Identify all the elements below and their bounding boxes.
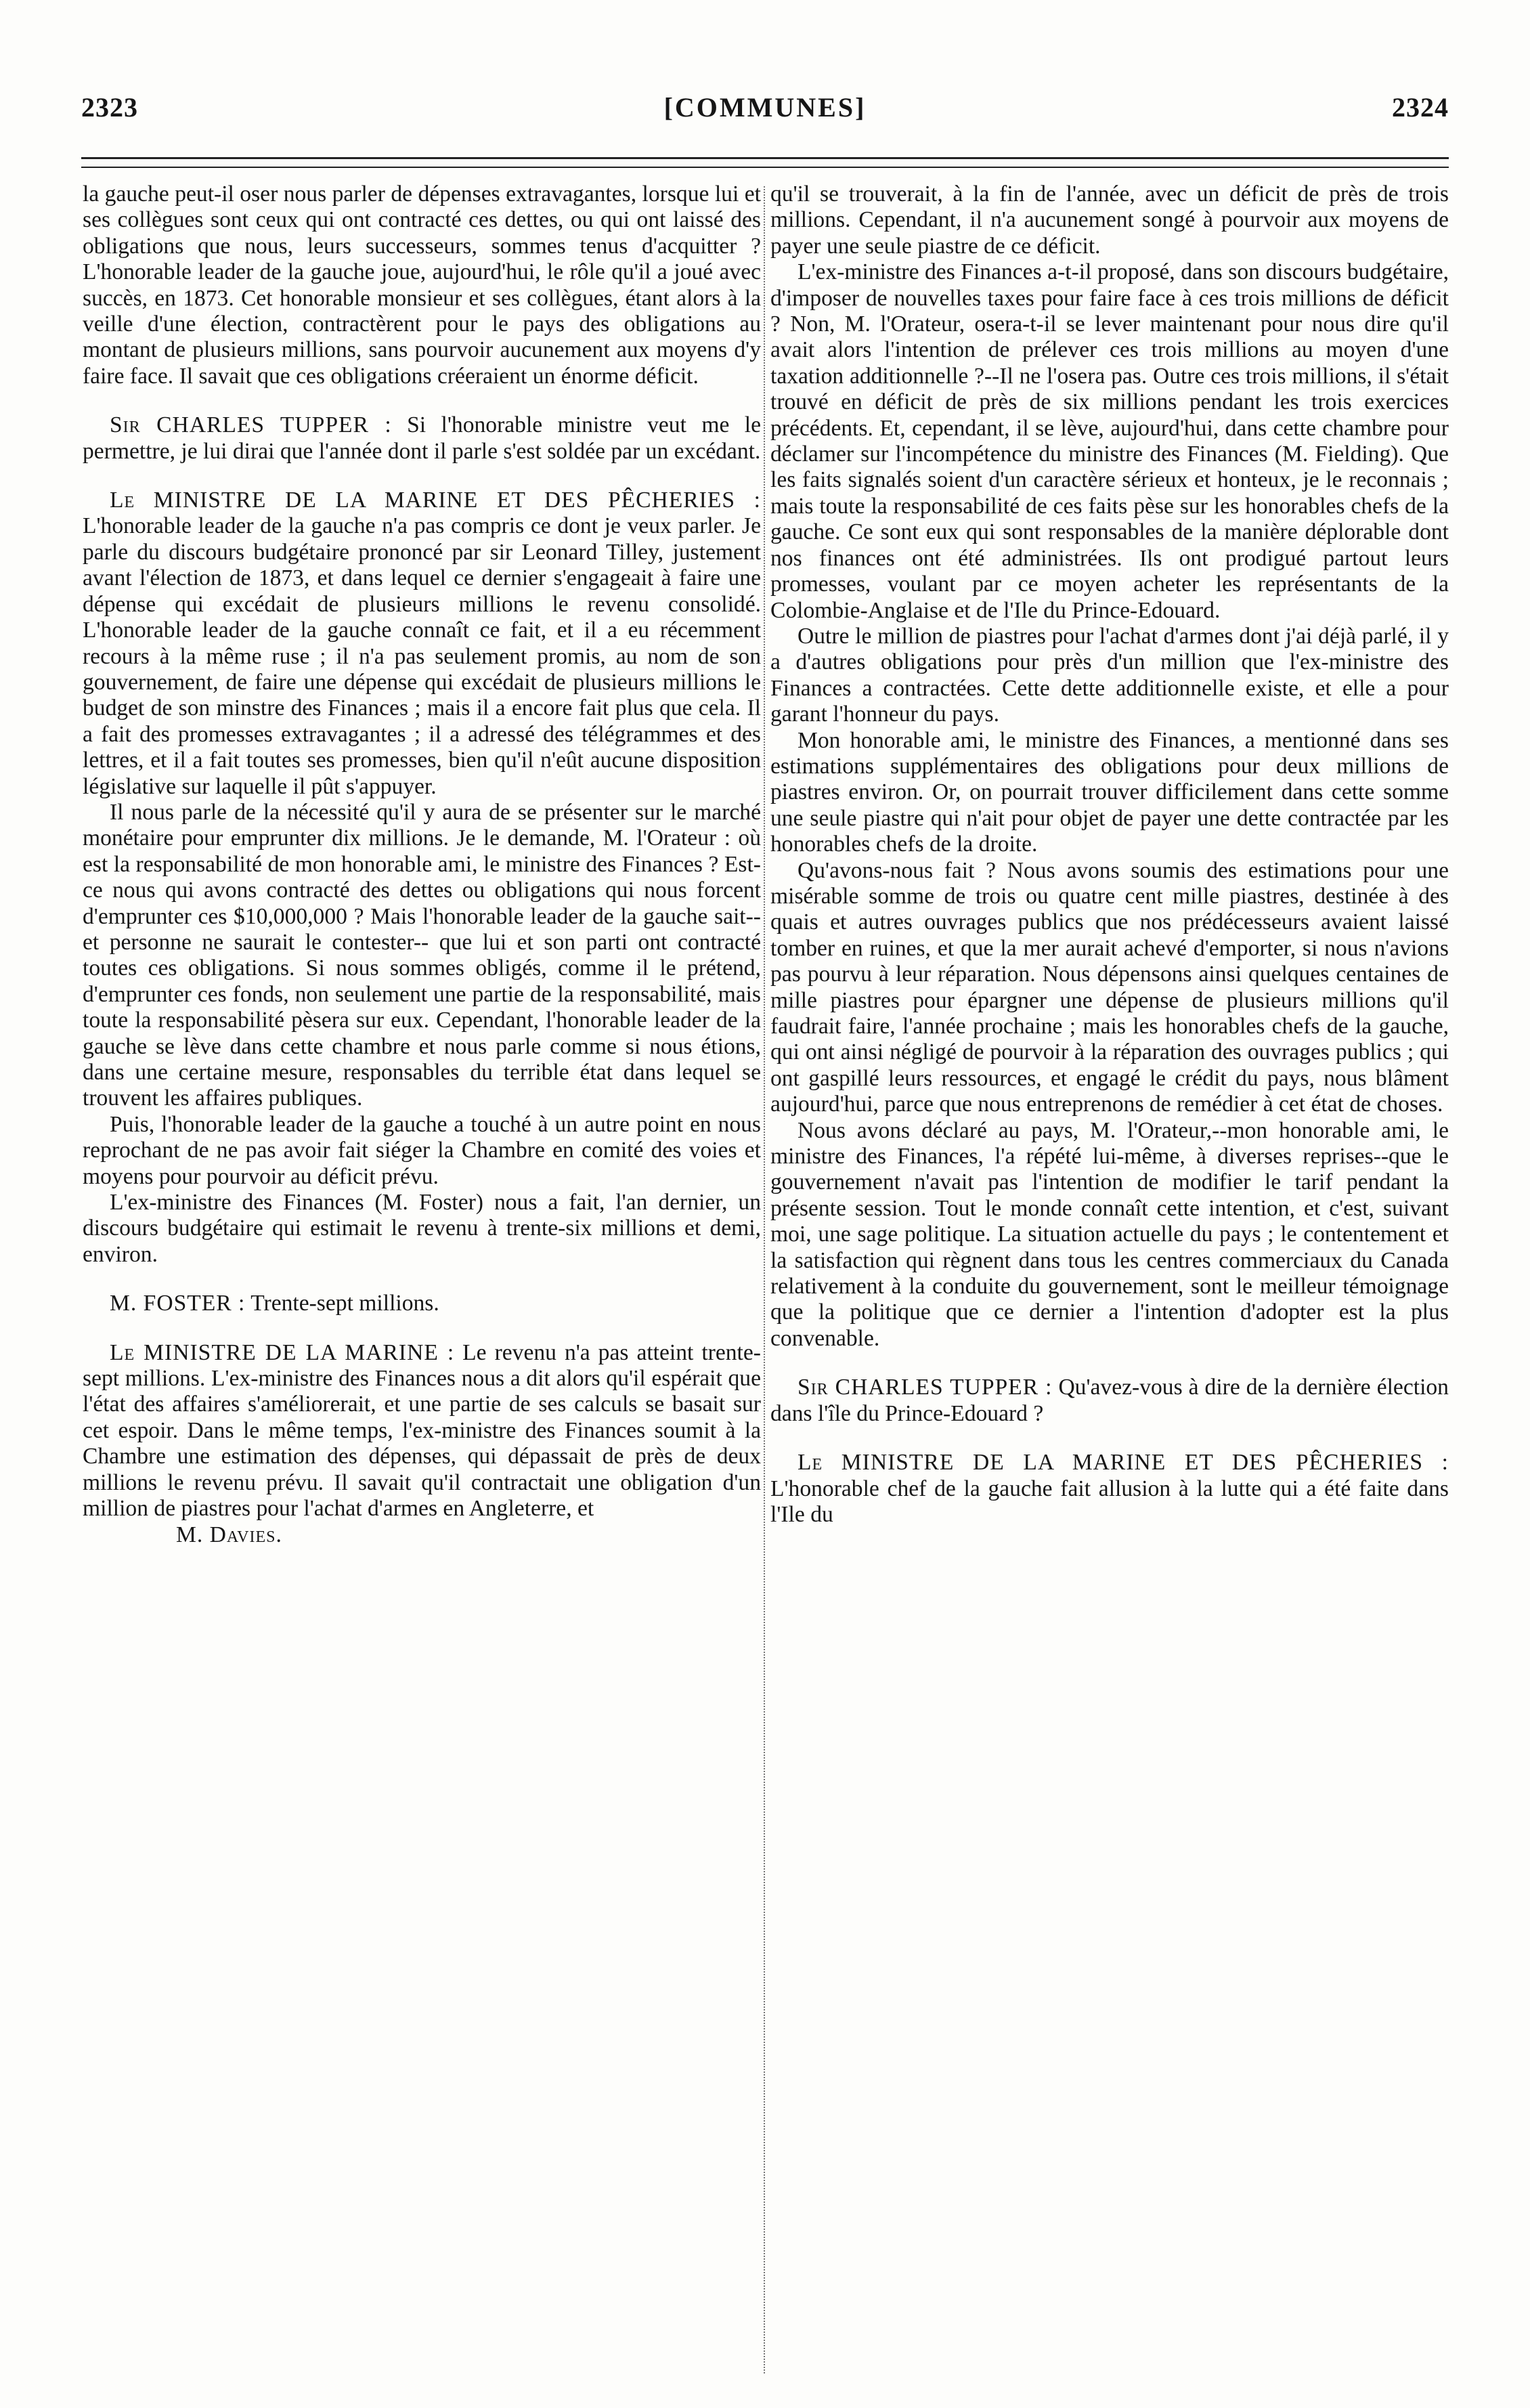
speech-text: Le revenu n'a pas atteint trente-sept millions. L'ex-ministre des Finances nous a dit alors qu'il espérait que l'état des affaires s'améliorerait, et une partie de ses calculs se basait sur cet espoir. Dans le même temps, l'ex-ministre des Finances soumit à la Chambre une estimation des dépenses, qui dépassait de près de deux millions le revenu prévu. Il savait qu'il contractait une obligation d'un million de piastres pour l'achat d'armes en Angleterre, et xyxy=(83,1339,761,1522)
paragraph: la gauche peut-il oser nous parler de dépenses extravagantes, lorsque lui et ses collègues sont ceux qui ont contracté ces dettes, ou qui ont laissé des obligations que nous, leurs successeurs, sommes tenus d'acquitter ? L'honorable leader de la gauche joue, aujourd'hui, le rôle qu'il a joué avec succès, en 1873. Cet honorable monsieur et ses collègues, étant alors à la veille d'une élection, contractèrent pour le pays des obligations au montant de plusieurs millions, sans pourvoir aucunement aux moyens d'y faire face. Il savait que ces obligations créeraient un énorme déficit. xyxy=(83,181,761,389)
speech-text: L'honorable chef de la gauche fait allusion à la lutte qui a été faite dans l'Ile du xyxy=(770,1476,1449,1527)
speaker-name: Sir CHARLES TUPPER : xyxy=(797,1375,1053,1400)
paragraph: Nous avons déclaré au pays, M. l'Orateur,--mon honorable ami, le ministre des Finances, l'a répété lui-même, à diverses reprises--que le gouvernement n'avait pas l'intention de modifier le tarif pendant la présente session. Tout le monde connaît cette intention, et c'est, suivant moi, une sage politique. La situation actuelle du pays ; le contentement et la satisfaction qui règnent dans tous les centres commerciaux du Canada relativement à la conduite du gouvernement, sont le meilleur témoignage que la politique que ce dernier a l'intention d'adopter est la plus convenable. xyxy=(770,1117,1449,1351)
left-column xyxy=(83,181,761,2382)
speech-text: Trente-sept millions. xyxy=(250,1291,439,1316)
speech-text: Si l'honorable ministre veut me le permettre, je lui dirai que l'année dont il parle s'est soldée par un excédant. xyxy=(83,412,761,464)
paragraph: Outre le million de piastres pour l'achat d'armes dont j'ai déjà parlé, il y a d'autres obligations pour près d'un million que l'ex-ministre des Finances a contractées. Cette dette additionnelle existe, et elle a pour garant l'honneur du pays. xyxy=(770,623,1449,727)
speaker-name: M. FOSTER : xyxy=(110,1291,246,1316)
signoff: M. Davies. xyxy=(176,1522,282,1547)
text-columns xyxy=(83,181,1449,2382)
speaker-name: Sir CHARLES TUPPER : xyxy=(110,412,392,438)
paragraph: qu'il se trouverait, à la fin de l'année, avec un déficit de près de trois millions. Cependant, il n'a aucunement songé à pourvoir aux moyens de payer une seule piastre de ce déficit. xyxy=(770,181,1449,259)
paragraph: L'ex-ministre des Finances a-t-il proposé, dans son discours budgétaire, d'imposer de nouvelles taxes pour faire face à ces trois millions de déficit ? Non, M. l'Orateur, osera-t-il se lever maintenant pour nous dire qu'il avait alors l'intention de prélever ces trois millions au moyen d'une taxation additionnelle ?--Il ne l'osera pas. Outre ces trois millions, il s'était trouvé en déficit de près de six millions pendant les trois exercices précédents. Et, cependant, il se lève, aujourd'hui, dans cette chambre pour déclamer sur l'incompétence du ministre des Finances (M. Fielding). Que les faits signalés soient d'un caractère sérieux et honteux, je le reconnais ; mais toute la responsabilité de ces faits pèse sur les honorables chefs de la gauche. Ce sont eux qui sont responsables de la manière déplorable dont nos finances ont été administrées. Ils ont prodigué partout leurs promesses, voulant par ce moyen acheter les représentants de la Colombie-Anglaise et de l'Ile du Prince-Edouard. xyxy=(770,259,1449,623)
header-rule-thick xyxy=(81,157,1449,159)
speech-text: Qu'avez-vous à dire de la dernière élection dans l'île du Prince-Edouard ? xyxy=(770,1375,1449,1426)
page-number-right: 2324 xyxy=(1391,91,1449,123)
speech-text: L'honorable leader de la gauche n'a pas compris ce dont je veux parler. Je parle du discours budgétaire prononcé par sir Leonard Tilley, justement avant l'élection de 1873, et dans lequel ce dernier s'engageait à faire une dépense qui excédait de plusieurs millions le revenu consolidé. L'honorable leader de la gauche connaît ce fait, et il a eu récemment recours à la même ruse ; il n'a pas seulement promis, au nom de son gouvernement, de faire une dépense qui excédait de plusieurs millions le budget de son minstre des Finances ; mais il a encore fait plus que cela. Il a fait des promesses extravagantes ; il a adressé des télégrammes et des lettres, et il a fait toutes ses promesses, bien qu'il n'eût aucune disposition législative sur laquelle il pût s'appuyer. xyxy=(83,513,761,799)
paragraph: Qu'avons-nous fait ? Nous avons soumis des estimations pour une misérable somme de trois ou quatre cent mille piastres, destinée à des quais et autres ouvrages publics que nos prédécesseurs avaient laissé tomber en ruines, et que la mer aurait achevé d'emporter, si nous n'avions pas pourvu à leur réparation. Nous dépensons ainsi quelques centaines de mille piastres pour épargner une dépense de plusieurs millions qu'il faudrait faire, l'année prochaine ; mais les honorables chefs de la gauche, qui ont ainsi négligé de pourvoir à la réparation des ouvrages publics ; qui ont gaspillé leurs ressources, et engagé le crédit du pays, nous blâment aujourd'hui, parce que nous entreprenons de remédier à cet état de choses. xyxy=(770,857,1449,1117)
paragraph: L'ex-ministre des Finances (M. Foster) nous a fait, l'an dernier, un discours budgétaire qui estimait le revenu à trente-six millions et demi, environ. xyxy=(83,1190,761,1267)
speaker-name: Le MINISTRE DE LA MARINE : xyxy=(110,1339,455,1365)
paragraph: Il nous parle de la nécessité qu'il y aura de se présenter sur le marché monétaire pour emprunter dix millions. Je le demande, M. l'Orateur : où est la responsabilité de mon honorable ami, le ministre des Finances ? Est-ce nous qui avons contracté des dettes ou obligations qui nous forcent d'emprunter ces $10,000,000 ? Mais l'honorable leader de la gauche sait--et personne ne saurait le contester-- que lui et son parti ont contracté toutes ces obligations. Si nous sommes obligés, comme il le prétend, d'emprunter ces fonds, non seulement une partie de la responsabilité, mais toute la responsabilité pèsera sur eux. Cependant, l'honorable leader de la gauche se lève dans cette chambre et nous parle comme si nous étions, dans une certaine mesure, responsables du terrible état dans lequel se trouvent les affaires publiques. xyxy=(83,799,761,1111)
paragraph: Mon honorable ami, le ministre des Finances, a mentionné dans ses estimations supplémentaires des obligations pour deux millions de piastres environ. Or, on pourrait trouver difficilement dans cette somme une seule piastre qui n'ait pour objet de payer une dette contractée par les honorables chefs de la droite. xyxy=(770,727,1449,857)
page-number-left: 2323 xyxy=(81,91,138,123)
section-title: [COMMUNES] xyxy=(663,91,867,123)
paragraph: Puis, l'honorable leader de la gauche a touché à un autre point en nous reprochant de ne pas avoir fait siéger la Chambre en comité des voies et moyens pour pourvoir au déficit prévu. xyxy=(83,1111,761,1189)
paragraph-speech xyxy=(83,488,761,800)
paragraph-speech xyxy=(770,1375,1449,1427)
paragraph-speech xyxy=(770,1450,1449,1528)
paragraph-speech xyxy=(83,1340,761,1522)
header-rule-thin xyxy=(81,167,1449,168)
speaker-name: Le MINISTRE DE LA MARINE ET DES PÊCHERIES : xyxy=(797,1450,1449,1476)
speaker-name: Le MINISTRE DE LA MARINE ET DES PÊCHERIES : xyxy=(110,488,761,513)
paragraph-speech xyxy=(83,412,761,465)
right-column xyxy=(770,181,1449,2382)
paragraph-speech xyxy=(83,1291,761,1316)
page-header xyxy=(81,87,1449,127)
